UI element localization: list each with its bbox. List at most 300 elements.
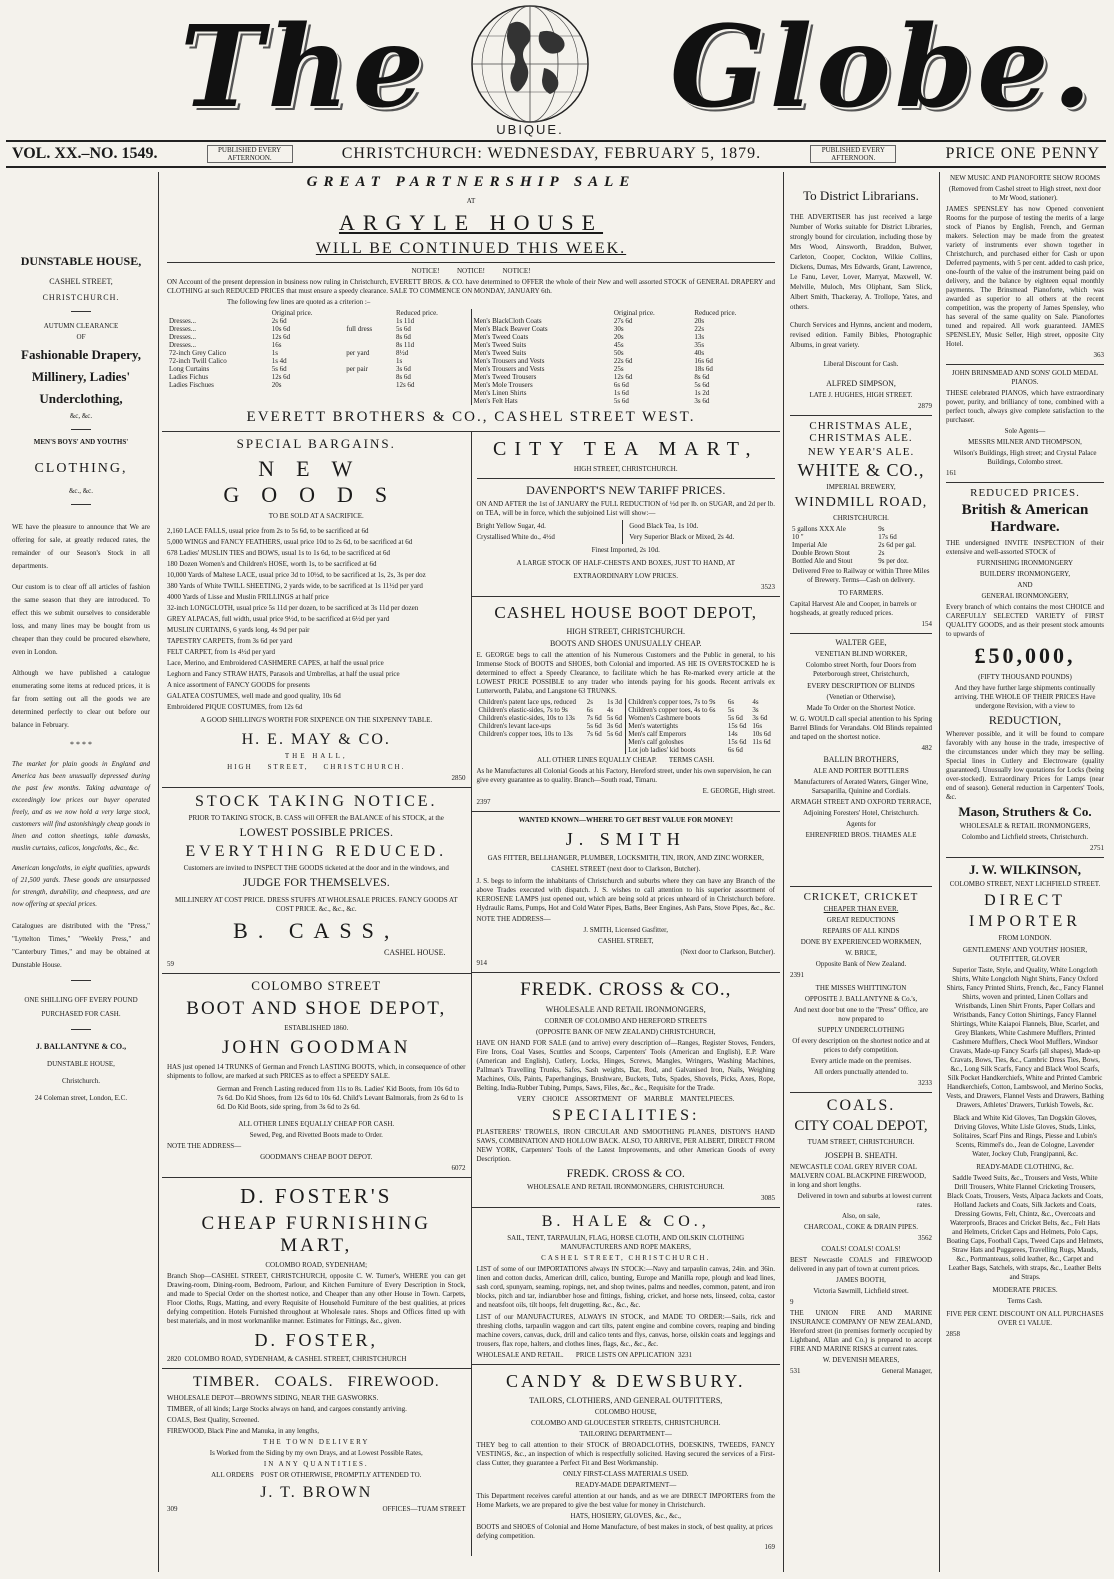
ad-paragraph: THE UNION FIRE AND MARINE INSURANCE COMPANY OF NEW ZEALAND, Hereford street (in premises formerly occupied by Lightband, Allan and Co.) is prepared to accept FIRE AND MARINE RISKS at current rates.	[790, 1309, 932, 1353]
list-item: 180 Dozen Women's and Children's HOSE, worth 1s, to be sacrificed at 6d	[167, 560, 377, 568]
ad-address: COLOMBO AND GLOUCESTER STREETS, CHRISTCHURCH.	[531, 1419, 721, 1427]
ad-heading: British & American Hardware.	[961, 502, 1089, 535]
ad-paragraph: E. GEORGE begs to call the attention of his Numerous Customers and the Public in general, to his Immense Stock of BOOTS and SHOES, both Colonial and imported. AS HE IS OVERSTOCKED he is determined to effect a Speedy Clearance, to facilitate which he has Re-marked every article at the LOWEST PRICE POSSIBLE to any trader who intends paying for his goods. Recent arrivals ex Lutterworth, Palaba, and Langstone 63 TRUNKS.	[476, 651, 775, 695]
ad-heading: EVERYTHING REDUCED.	[185, 843, 448, 860]
ad-text: TO BE SOLD AT A SACRIFICE.	[268, 512, 364, 520]
table-cell: 14s	[727, 730, 738, 738]
ad-number: 914	[476, 959, 487, 967]
ad-text: Sole Agents—	[1004, 427, 1046, 435]
column-rule	[783, 172, 784, 1572]
ad-text: GOODMAN'S CHEAP BOOT DEPOT.	[260, 1153, 373, 1161]
table-cell: 1s 2d	[694, 389, 710, 397]
table-cell: 40s	[694, 349, 705, 357]
ad-text: IN ANY QUANTITIES.	[263, 1460, 369, 1468]
ad-signature: J. SMITH, Licensed Gasfitter,	[583, 926, 668, 934]
table-cell: 13s	[694, 333, 705, 341]
table-cell: 72-inch Twill Calico	[169, 357, 227, 365]
ad-cashel-boot	[472, 597, 781, 812]
table-cell: 12s 6d	[395, 381, 415, 389]
ad-text: WANTED KNOWN—WHERE TO GET BEST VALUE FOR MONEY!	[518, 816, 734, 824]
table-row	[167, 333, 471, 341]
table-cell: Men's Trousers and Vests	[473, 365, 545, 373]
table-row	[790, 549, 932, 557]
table-cell: 1s	[395, 357, 403, 365]
ad-text: SPECIAL BARGAINS.	[236, 436, 396, 451]
table-header-cell: Reduced price.	[694, 309, 737, 317]
ad-text: BUILDERS' IRONMONGERY,	[979, 570, 1071, 578]
ad-heading: £50,000,	[974, 643, 1076, 668]
ad-text: Terms Cash.	[1007, 1297, 1043, 1305]
ad-heading: NEW YEAR'S ALE.	[807, 446, 915, 458]
ad-heading: WILL BE CONTINUED THIS WEEK.	[315, 240, 627, 257]
table-cell: 3s 6d	[395, 365, 411, 373]
table-row	[472, 373, 776, 381]
ad-number: 2820	[167, 1355, 181, 1363]
table-cell: Ladies Fichus	[169, 373, 209, 381]
ad-foster	[162, 1178, 471, 1369]
ad-heading: D. FOSTER'S	[240, 1184, 393, 1208]
ad-text: THE TOWN DELIVERY	[263, 1438, 370, 1446]
list-item: 5,000 WINGS and FANCY FEATHERS, usual price 10d to 2s 6d, to be sacrificed at 6d	[167, 538, 413, 546]
ad-text: TIMBER, of all kinds; Large Stocks always on hand, and cargoes constantly arriving.	[167, 1405, 407, 1413]
ad-heading: IMPORTER	[969, 913, 1081, 930]
ad-paragraph: American longcloths, in eight qualities, upwards of 21,500 yards. These goods are unsurpassed for strength, durability, and cheapness, and are now offering at special prices.	[12, 864, 150, 908]
ad-candy	[472, 1365, 781, 1556]
ad-text: (Venetian or Otherwise),	[826, 693, 896, 701]
ad-text: REDUCED PRICES.	[970, 487, 1080, 499]
table-header-cell	[344, 309, 394, 317]
ad-text: EXTRAORDINARY LOW PRICES.	[573, 572, 678, 580]
table-cell: 15s 6d	[727, 722, 747, 730]
table-cell: 2s	[586, 698, 593, 706]
table-cell: 45s	[613, 341, 624, 349]
ad-text: (FIFTY THOUSAND POUNDS)	[978, 673, 1072, 681]
ad-text: Sewed, Peg, and Rivetted Boots made to Order.	[249, 1131, 383, 1139]
list-item: GALATEA COSTUMES, well made and good quality, 10s 6d	[167, 692, 341, 700]
ad-text: WHOLESALE DEPOT—BROWN'S SIDING, NEAR THE GASWORKS.	[167, 1394, 379, 1402]
table-cell: Men's calf goloshes	[628, 738, 684, 746]
table-cell: 5s 6d	[607, 714, 622, 722]
ad-text: IMPERIAL BREWERY,	[826, 483, 896, 491]
ad-text: NOTE THE ADDRESS—	[167, 1142, 242, 1150]
ad-heading: CHRISTMAS ALE, CHRISTMAS ALE.	[809, 420, 913, 444]
table-row	[790, 525, 932, 533]
table-row	[472, 389, 776, 397]
ad-text: COLOMBO STREET	[251, 978, 382, 993]
table-row	[167, 341, 471, 349]
ad-address: OFFICES—TUAM STREET	[382, 1505, 466, 1513]
table-cell	[344, 381, 394, 389]
table-row	[472, 317, 776, 325]
ad-text: Also, on sale,	[841, 1212, 881, 1220]
table-cell: 5s 6d	[694, 381, 710, 389]
ad-text: CHEAPER THAN EVER.	[823, 905, 899, 913]
ad-text: THE HALL,	[284, 752, 348, 760]
table-cell: 8s 6d	[395, 333, 411, 341]
ad-paragraph: Wherever possible, and it will be found to compare favorably with any house in the trade, irrespective of the circumstances under which they may be selling. Special lines in Cutlery and Electroware (quality guaranteed). Unusually low quotations for Locks (being over-stocked). Extraordinary Prices for Lamps (near end of season). General reduction in Carpenters' Tools, &c.	[946, 730, 1104, 801]
table-cell	[344, 341, 394, 349]
ad-paragraph: WE have the pleasure to announce that We are offering for sale, at greatly reduced rates, the remainder of our Season's Stock in all departments.	[12, 523, 150, 570]
table-cell: 22s	[694, 325, 705, 333]
column-right-middle	[786, 172, 936, 1572]
ad-text: REPAIRS OF ALL KINDS	[822, 927, 900, 935]
table-cell: 18s 6d	[694, 365, 713, 373]
table-header-cell	[167, 309, 270, 317]
ad-heading: CASHEL HOUSE BOOT DEPOT,	[494, 603, 758, 622]
ad-address: Adjoining Foresters' Hotel, Christchurch.	[803, 809, 919, 817]
table-cell: Men's Felt Hats	[473, 397, 518, 405]
ad-text: Is Worked from the Siding by my own Drays, and at Lowest Possible Rates,	[209, 1449, 423, 1457]
published-note-right: PUBLISHED EVERY AFTERNOON.	[810, 145, 896, 163]
ad-city: CHRISTCHURCH.	[42, 293, 120, 302]
table-cell: 6s	[586, 706, 593, 714]
ad-paragraph: As he Manufactures all Colonial Goods at his Factory, Hereford street, under his own supervision, he can give every guarantee as to quality. Branch—South road, Timaru.	[476, 767, 772, 784]
ad-stock-taking	[162, 788, 471, 974]
price-line: Crystallised White do., 4½d	[476, 533, 555, 541]
table-cell: 9s	[878, 525, 885, 533]
table-cell: Men's Tweed Trousers	[473, 373, 537, 381]
table-cell: Children's levant lace-ups	[478, 722, 551, 730]
ad-number: 2751	[1090, 844, 1104, 852]
ad-text: EHRENFRIED BROS. THAMES ALE	[805, 831, 917, 839]
ad-text: Of every description on the shortest notice and at prices to defy competition.	[792, 1037, 930, 1054]
ad-number: 363	[1093, 351, 1104, 359]
ad-heading: TIMBER. COALS. FIREWOOD.	[192, 1374, 440, 1390]
table-cell: 9s per doz.	[878, 557, 909, 565]
table-cell: 6s 6d	[613, 381, 629, 389]
ad-number: 3085	[761, 1194, 775, 1202]
table-cell: 20s	[694, 317, 705, 325]
price-table	[790, 525, 932, 565]
ad-text: DUNSTABLE HOUSE,	[47, 1060, 115, 1068]
table-cell: Children's copper toes, 4s to 6s	[628, 706, 716, 714]
ad-text: And they have further large shipments continually arriving. THE WHOLE OF THEIR PRICES Have undergone Revision, with a view to	[954, 684, 1096, 710]
table-cell: Men's calf Emperors	[628, 730, 687, 738]
ad-address: CASHEL STREET, CHRISTCHURCH.	[541, 1254, 711, 1262]
ad-address: COLOMBO ROAD, SYDENHAM, & CASHEL STREET, CHRISTCHURCH	[184, 1355, 407, 1363]
table-cell: Double Brown Stout	[792, 549, 850, 557]
ad-goodman	[162, 974, 471, 1178]
ad-paragraph: Every branch of which contains the most CHOICE and CAREFULLY SELECTED VARIETY of FIRST QUALITY GOODS, and as their present stock amounts to upwards of	[946, 603, 1104, 638]
ad-argyle-house	[162, 172, 780, 432]
table-cell: 10s 6d	[271, 325, 291, 333]
price-line: Good Black Tea, 1s 10d.	[629, 522, 699, 530]
list-item: GREY ALPACAS, full width, usual price 9½d, to be sacrificed at 6½d per yard	[167, 615, 390, 623]
ad-text: ALL OTHER LINES EQUALLY CHEAP FOR CASH.	[238, 1120, 395, 1128]
ad-heading: WHITE & CO.,	[797, 460, 925, 480]
list-item: FELT CARPET, from 1s 4½d per yard	[167, 648, 275, 656]
table-cell: 5s 6d	[613, 397, 629, 405]
price-line: Finest Imported, 2s 10d.	[591, 546, 660, 554]
issue-date: CHRISTCHURCH: WEDNESDAY, FEBRUARY 5, 1879.	[341, 145, 762, 162]
table-cell: 5s 6d	[607, 730, 622, 738]
table-cell: 16s 6d	[694, 357, 713, 365]
table-cell: 3s 6d	[694, 397, 710, 405]
table-row	[790, 533, 932, 541]
price-table	[472, 309, 776, 405]
list-item: 10,000 Yards of Maltese LACE, usual price 3d to 10½d, to be sacrificed at 1s, 2s, 3s per doz	[167, 571, 426, 579]
ad-signature: W. BRICE,	[845, 949, 877, 957]
ad-number: 2879	[918, 402, 932, 410]
ad-text: COLOMBO HOUSE,	[594, 1408, 657, 1416]
column-central-left	[162, 432, 471, 1556]
table-cell: 2s 6d	[271, 317, 287, 325]
ad-paragraph: Our custom is to clear off all articles of fashion the same season that they are introduced. To effect this we submit ourselves to considerable loss, and many lines may be bought from us cheaper than they could be procured elsewhere, even in London.	[12, 583, 150, 656]
ad-address: CASHEL STREET,	[49, 277, 113, 286]
ad-paragraph: W. G. WOULD call special attention to his Spring Barrel Blinds for Verandahs. Old Blinds repainted and taped on the shortest notice.	[790, 715, 932, 741]
ad-text: FIVE PER CENT. DISCOUNT ON ALL PURCHASES OVER £1 VALUE.	[946, 1310, 1104, 1327]
ad-signature: EVERETT BROTHERS & CO., CASHEL STREET WEST.	[246, 409, 696, 425]
table-cell: Children's elastic-sides, 10s to 13s	[478, 714, 575, 722]
ad-signature: D. FOSTER,	[254, 1330, 378, 1350]
ad-text: Delivered in town and suburbs at lowest current rates.	[797, 1192, 932, 1209]
ad-number: 59	[167, 960, 174, 968]
ad-address: TUAM STREET, CHRISTCHURCH.	[807, 1138, 915, 1146]
table-cell: 1s 11d	[395, 317, 415, 325]
ad-text: WHOLESALE AND RETAIL IRONMONGERS, CHRISTCHURCH.	[526, 1183, 725, 1191]
table-row	[167, 325, 471, 333]
table-cell: 7s 6d	[586, 714, 602, 722]
table-row	[167, 357, 471, 365]
column-right	[942, 172, 1108, 1572]
ad-paragraph: THE undersigned INVITE INSPECTION of their extensive and well-assorted STOCK of	[946, 539, 1104, 556]
ad-number: 2397	[476, 798, 491, 806]
ad-text: Customers are invited to INSPECT THE GOODS ticketed at the door and in the windows, and	[183, 864, 449, 872]
table-cell: 8s 6d	[694, 373, 710, 381]
ad-signature: JAMES BOOTH,	[836, 1276, 886, 1284]
table-cell: Dresses...	[169, 333, 197, 341]
list-item: Leghorn and Fancy STRAW HATS, Parasols and Umbrellas, at half the usual price	[167, 670, 400, 678]
table-cell	[344, 333, 394, 341]
table-row	[477, 722, 626, 730]
ad-text: CHARCOAL, COKE & DRAIN PIPES.	[804, 1223, 918, 1231]
ad-paragraph: J. S. begs to inform the inhabitants of Christchurch and suburbs where they can have any Branch of the above Trades executed with dispatch. J. S. wishes to call attention to his superior assortment of KEROSENE LAMPS just opened out, which are being sold at prices unheard of in Christchurch before. Hydraulic Rams, Pumps, Hot and Cold Water Pipes, Baths, Beer Engines, Ash Pans, Stove Pipes, &c., &c.	[476, 877, 775, 912]
table-row	[167, 381, 471, 389]
ad-heading: B. HALE & CO.,	[541, 1213, 710, 1230]
table-cell: 10 "	[792, 533, 804, 541]
ad-paragraph: JAMES SPENSLEY has now Opened convenient Rooms for the purpose of testing the merits of a large stock of Pianos by English, French, and German makers. Selection may be made from the greatest variety of instruments ever shown together in Christchurch, and purchased either for Cash or upon Deferred payments, with 5 per cent. added to cash price, one-fourth of the value of the instrument being paid on delivery, and the balance by eighteen equal monthly payments. The Brinsmead Pianoforte, which was awarded as superior to all others at the recent competition, was the property of James Spensley, who has several of the same quality on Sale. Pianofortes tuned and repaired. All work guaranteed. JAMES SPENSLEY, Music Seller, High street, opposite City Hotel.	[946, 205, 1104, 348]
ad-signature: J. BALLANTYNE & CO.,	[35, 1042, 127, 1051]
table-cell: Men's Tweed Suits	[473, 341, 527, 349]
ad-address: LATE J. HUGHES, HIGH STREET.	[809, 391, 913, 399]
ad-text: ONLY FIRST-CLASS MATERIALS USED.	[562, 1470, 689, 1478]
table-cell: 5s 6d	[271, 365, 287, 373]
table-cell: 7s 6d	[586, 730, 602, 738]
ad-heading: NEW GOODS	[223, 456, 410, 507]
table-row	[472, 381, 776, 389]
table-cell: 25s	[613, 365, 624, 373]
ad-text: NOTE THE ADDRESS—	[476, 915, 551, 923]
ad-text: BOOTS AND SHOES UNUSUALLY CHEAP.	[549, 639, 702, 648]
ad-address: COLOMBO STREET, NEXT LICHFIELD STREET.	[949, 880, 1101, 888]
ad-heading: CHEAP FURNISHING MART,	[201, 1213, 431, 1256]
ad-text: HATS, HOSIERY, GLOVES, &c., &c.,	[570, 1512, 681, 1520]
ad-text: FURNISHING IRONMONGERY	[976, 559, 1074, 567]
ad-heading: NEW MUSIC AND PIANOFORTE SHOW ROOMS	[949, 174, 1101, 182]
table-cell: Men's BlackCloth Coats	[473, 317, 542, 325]
ad-signature: B. CASS,	[233, 918, 400, 943]
table-cell: 4s	[607, 706, 614, 714]
table-cell: Long Curtains	[169, 365, 210, 373]
ad-text: NOTICE! NOTICE! NOTICE!	[411, 267, 531, 275]
table-row	[472, 349, 776, 357]
ad-number: 2850	[451, 774, 466, 782]
ad-paragraph: BEST Newcastle COALS and FIREWOOD delivered in any part of town at current prices.	[790, 1256, 932, 1273]
ad-address: CASHEL HOUSE.	[384, 948, 446, 957]
ad-paragraph: Although we have published a catalogue enumerating some items at reduced prices, it is far from setting out all the goods we are determined perfectly to clear out before our balance in February.	[12, 669, 150, 729]
ad-text: &c., &c.	[68, 487, 94, 495]
ad-address: Colombo street North, four Doors from Peterborough street, Christchurch,	[805, 661, 917, 678]
table-cell: Ladies Fischues	[169, 381, 214, 389]
table-cell: 5 gallons XXX Ale	[792, 525, 846, 533]
ad-paragraph: THE ADVERTISER has just received a large Number of Works suitable for District Libraries, strongly bound for circulation, including those by Mrs Wood, Ainsworth, Braddon, Bulwer, Carleton, Cooper, Cockton, Wilkie Collins, Dickens, Dumas, Mrs Edwards, Grant, Lawrence, Le Fanu, Lever, Lover, Marryat, Maxwell, W. Melville, Muloch, Mrs Oliphant, Sam Slick, Albert Smith, Thackeray, A. Trollope, Yates, and others.	[790, 213, 932, 311]
table-cell: 30s	[613, 325, 624, 333]
column-rule	[939, 172, 940, 1572]
table-cell: Children's elastic-sides, 7s to 9s	[478, 706, 568, 714]
ad-heading: REDUCTION,	[988, 713, 1062, 727]
volume-number: VOL. XX.–NO. 1549.	[12, 145, 158, 162]
table-header-cell	[472, 309, 612, 317]
list-item: Lace, Merino, and Embroidered CASHMERE CAPES, at half the usual price	[167, 659, 384, 667]
ad-signature: Mason, Struthers & Co.	[958, 804, 1092, 819]
ad-heading: STOCK TAKING NOTICE.	[194, 793, 438, 810]
price-line: Bright Yellow Sugar, 4d.	[476, 522, 546, 530]
ad-text: PRIOR TO TAKING STOCK, B. CASS will OFFER the BALANCE of his STOCK, at the	[188, 814, 444, 822]
masthead-title-left: The	[180, 2, 429, 133]
table-cell: 3s	[752, 706, 759, 714]
table-row	[477, 730, 626, 738]
ad-number: 3562	[918, 1234, 932, 1242]
ad-heading: CLOTHING,	[34, 461, 128, 476]
ad-text: CHRISTCHURCH.	[833, 514, 889, 522]
ad-address: (Next door to Clarkson, Butcher).	[680, 948, 775, 956]
ad-text: VERY CHOICE ASSORTMENT OF MARBLE MANTELPIECES.	[516, 1095, 735, 1103]
ad-text: The following few lines are quoted as a criterion :–	[227, 298, 371, 306]
motto: UBIQUE.	[496, 122, 564, 137]
masthead-title-right: Globe.	[670, 2, 1096, 133]
ad-number: 309	[167, 1505, 178, 1513]
ad-heading: CANDY & DEWSBURY.	[505, 1371, 746, 1391]
ad-text: Christchurch.	[62, 1077, 100, 1085]
table-cell: 5s 6d	[395, 325, 411, 333]
table-cell: Children's patent lace ups, reduced	[478, 698, 576, 706]
ad-text: READY-MADE CLOTHING, &c.	[976, 1163, 1074, 1171]
ad-signature: J. T. BROWN	[260, 1484, 373, 1501]
ad-heading: BALLIN BROTHERS,	[823, 755, 899, 764]
ad-paragraph: The market for plain goods in England and America has been unusually depressed during the past few months. Taking advantage of exceedingly low prices our buyer operated freely, and as we now hold a very large stock, customers will find astonishingly cheap goods in linen and cotton sheetings, table damasks, muslin curtains, calicos, longcloths, &c., &c.	[12, 760, 150, 852]
table-cell: 12s 6d	[271, 373, 291, 381]
masthead	[0, 0, 1114, 140]
ad-paragraph: Branch Shop—CASHEL STREET, CHRISTCHURCH, opposite C. W. Turner's, WHERE you can get Drawing-room, Dining-room, Bedroom, Parlour, and Kitchen Furniture of Every Description in Stock, and made to Special Order on the shortest notice, and Cheaper than any other House in Town. Carpets, Floor Cloths, Rugs, Matting, and every Requisite of Household Furniture of the best qualities, at prices defying competition. Hotels Furnished throughout at Wholesale rates. Shops and Offices fitted up with best materials, and in most workmanlike manner. Estimates for Fittings, &c., given.	[167, 1272, 466, 1325]
ad-address: Victoria Sawmill, Lichfield street.	[813, 1287, 909, 1295]
column-dunstable	[6, 172, 156, 1572]
ad-signature: FREDK. CROSS & CO.	[566, 1166, 685, 1180]
ad-signature: W. DEVENISH MEARES,	[822, 1356, 900, 1364]
ad-paragraph: German and French Lasting reduced from 11s to 8s. Ladies' Kid Boots, from 10s 6d to 7s 6d. Do Kid Shoes, from 12s 6d to 10s 6d. Child's Levant Balmorals, from 2s 6d to 1s 6d. Do Kid Boots, side spring, from 3s 6d to 2s 6d.	[217, 1085, 464, 1111]
ad-paragraph: This Department receives careful attention at our hands, and as we are DIRECT IMPORTERS from the Home Markets, we are prepared to give the best value for money in Christchurch.	[476, 1492, 775, 1509]
ad-text: EVERY DESCRIPTION OF BLINDS	[807, 682, 915, 690]
ad-text: Manufacturers of Aerated Waters, Ginger Wine, Sarsaparilla, Quinine and Cordials.	[794, 778, 928, 795]
table-cell: 6s 6d	[727, 746, 743, 754]
ad-text: All orders punctually attended to.	[814, 1068, 908, 1076]
ad-new-goods	[162, 432, 471, 788]
ad-text: NEWCASTLE COAL GREY RIVER COAL MALVERN COAL BLACKPINE FIREWOOD, in long and short lengths.	[790, 1163, 926, 1189]
table-cell: 1s 3d	[607, 698, 622, 706]
ad-text: ALL ORDERS POST OR OTHERWISE, PROMPTLY ATTENDED TO.	[211, 1471, 422, 1479]
ad-number: 2391	[790, 971, 804, 979]
table-row	[790, 557, 932, 565]
ad-number: 531	[790, 1367, 801, 1375]
table-cell	[344, 373, 394, 381]
table-cell: 2s	[878, 549, 885, 557]
table-cell: 6s	[727, 698, 735, 706]
ad-signature: ALFRED SIMPSON,	[826, 379, 896, 388]
table-cell: Dresses...	[169, 325, 197, 333]
table-row	[626, 746, 775, 754]
table-cell: 16s	[271, 341, 282, 349]
ad-banner: GREAT PARTNERSHIP SALE	[306, 174, 636, 190]
table-header-cell: Reduced price.	[395, 309, 438, 317]
ad-number: 154	[921, 620, 932, 628]
table-cell: 3s 6d	[752, 714, 768, 722]
ad-heading: J. W. WILKINSON,	[968, 862, 1082, 877]
ad-paragraph: Capital Harvest Ale and Cooper, in barrels or hogsheads, at greatly reduced prices.	[790, 600, 917, 617]
ad-heading: WINDMILL ROAD,	[794, 495, 928, 510]
table-cell: per yard	[346, 349, 370, 357]
table-cell: 27s 6d	[613, 317, 633, 325]
ad-address: CORNER OF COLOMBO AND HEREFORD STREETS	[544, 1017, 707, 1025]
ad-text: 24 Coleman street, London, E.C.	[34, 1094, 128, 1102]
ad-text: ESTABLISHED 1860.	[284, 1024, 349, 1032]
column-rule	[158, 172, 159, 1572]
table-cell: 11s 6d	[752, 738, 771, 746]
table-cell: Men's Trousers and Vests	[473, 357, 545, 365]
price-line: Very Superior Black or Mixed, 2s 4d.	[629, 533, 735, 541]
price-table	[626, 698, 775, 754]
ad-text: A LARGE STOCK OF HALF-CHESTS AND BOXES, JUST TO HAND, AT	[516, 559, 735, 567]
ad-number: 161	[946, 469, 957, 477]
ad-paragraph: BOOTS and SHOES of Colonial and Home Manufacture, of best makes in stock, of best quality, at prices defying competition.	[476, 1523, 773, 1540]
column-central-right	[471, 432, 781, 1556]
ad-brown	[162, 1369, 471, 1518]
ad-text: ALL OTHER LINES EQUALLY CHEAP. TERMS CASH.	[537, 756, 715, 764]
ad-heading: CITY COAL DEPOT,	[794, 1118, 928, 1134]
ad-address: HIGH STREET, CHRISTCHURCH.	[573, 465, 678, 473]
ad-text: DONE BY EXPERIENCED WORKMEN,	[800, 938, 922, 946]
ad-paragraph: THESE celebrated PIANOS, which have extraordinary power, purity, and brilliancy of tone, combined with a perfect touch, always give complete satisfaction to the purchaser.	[946, 389, 1104, 424]
ad-text: MODERATE PRICES.	[992, 1286, 1058, 1294]
ad-address: HIGH STREET, CHRISTCHURCH.	[227, 763, 406, 771]
ad-heading: JOHN GOODMAN	[221, 1037, 411, 1058]
table-row	[477, 698, 626, 706]
ad-paragraph: ON AND AFTER the 1st of JANUARY the FULL REDUCTION of ½d per lb. on SUGAR, and 2d per lb. on TEA, will be in force, which the subjoined List will show:—	[476, 500, 775, 517]
table-cell: 15s 6d	[727, 738, 747, 746]
ad-address: CASHEL STREET (next door to Clarkson, Butcher).	[551, 865, 701, 873]
table-row	[167, 373, 471, 381]
ad-text: COALS! COALS! COALS!	[821, 1245, 901, 1253]
ad-number: 169	[764, 1543, 775, 1551]
table-row	[626, 714, 775, 722]
price-table	[477, 698, 626, 738]
published-note-left: PUBLISHED EVERY AFTERNOON.	[207, 145, 293, 163]
ad-text: Agents for	[846, 820, 876, 828]
ad-text: AND	[1017, 581, 1033, 589]
table-row	[626, 706, 775, 714]
ad-heading: BOOT AND SHOE DEPOT,	[186, 998, 447, 1019]
table-cell: 5s	[727, 706, 735, 714]
ad-signature: JOSEPH B. SHEATH.	[824, 1151, 898, 1160]
table-cell: Men's Linen Shirts	[473, 389, 527, 397]
